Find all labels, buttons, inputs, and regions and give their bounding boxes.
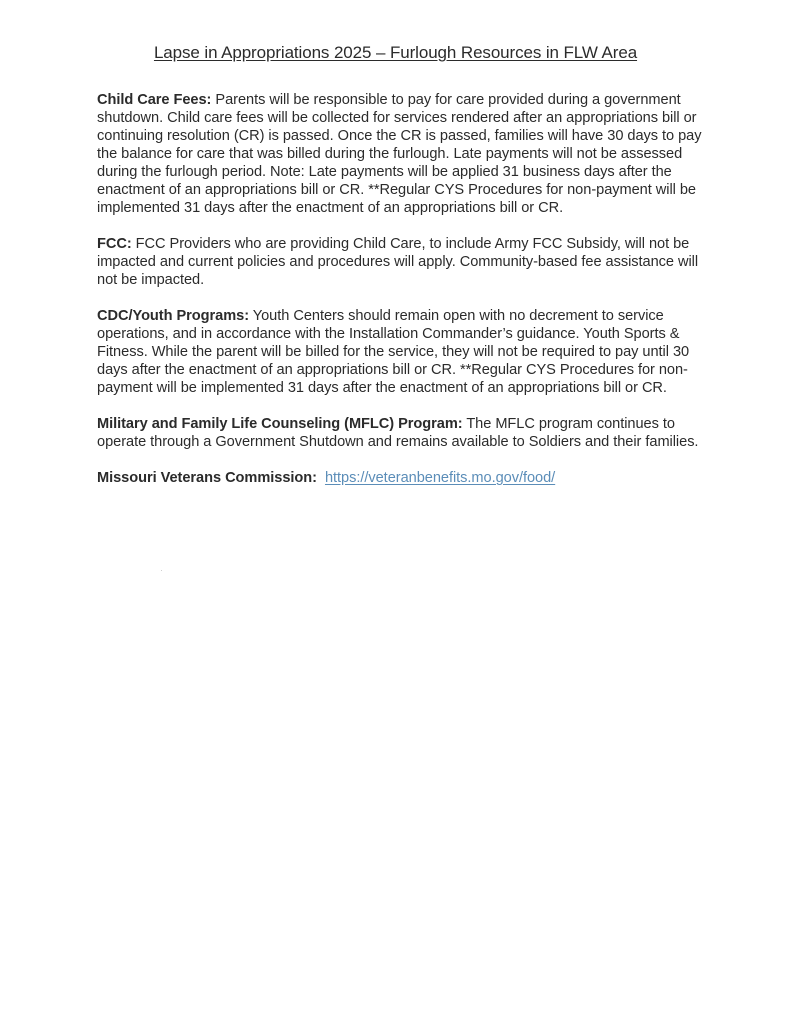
section-text-cdc-youth-programs: Youth Centers should remain open with no decrement to service operations, and in accordance with the Installation Commander’s guidance. Youth Sports & Fitness. While the parent will be billed for the service, they will not be required to pay until 30 days after the enactment of an appropriations bill or CR. **Regular CYS Procedures for non-payment will be implemented 31 days after the enactment of an appropriations bill or CR.	[97, 308, 690, 396]
document-body	[97, 91, 712, 505]
section-fcc	[97, 235, 712, 289]
section-child-care-fees	[97, 91, 712, 217]
section-mflc-program	[97, 415, 712, 451]
section-label-fcc: FCC:	[97, 236, 132, 252]
section-missouri-veterans-commission	[97, 469, 712, 487]
page-title: Lapse in Appropriations 2025 – Furlough Resources in FLW Area	[153, 43, 638, 62]
section-label-cdc-youth-programs: CDC/Youth Programs:	[97, 308, 250, 324]
section-label-missouri-veterans-commission: Missouri Veterans Commission:	[97, 470, 317, 486]
scan-speck	[161, 570, 162, 571]
section-label-child-care-fees: Child Care Fees:	[97, 92, 212, 108]
section-cdc-youth-programs	[97, 307, 712, 397]
veteran-benefits-link[interactable]: https://veteranbenefits.mo.gov/food/	[324, 470, 556, 486]
section-text-child-care-fees: Parents will be responsible to pay for care provided during a government shutdown. Child care fees will be collected for services rendered after an appropriations bill or continuing resolution (CR) is passed. Once the CR is passed, families will have 30 days to pay the balance for care that was billed during the furlough. Late payments will not be assessed during the furlough period. Note: Late payments will be applied 31 business days after the enactment of an appropriations bill or CR. **Regular CYS Procedures for non-payment will be implemented 31 days after the enactment of an appropriations bill or CR.	[97, 92, 702, 216]
section-text-mflc-program: The MFLC program continues to operate through a Government Shutdown and remains available to Soldiers and their families.	[97, 416, 699, 450]
section-text-fcc: FCC Providers who are providing Child Care, to include Army FCC Subsidy, will not be impacted and current policies and procedures will apply. Community-based fee assistance will not be impacted.	[97, 236, 699, 288]
section-spacer	[317, 470, 325, 486]
section-label-mflc-program: Military and Family Life Counseling (MFLC) Program:	[97, 416, 463, 432]
